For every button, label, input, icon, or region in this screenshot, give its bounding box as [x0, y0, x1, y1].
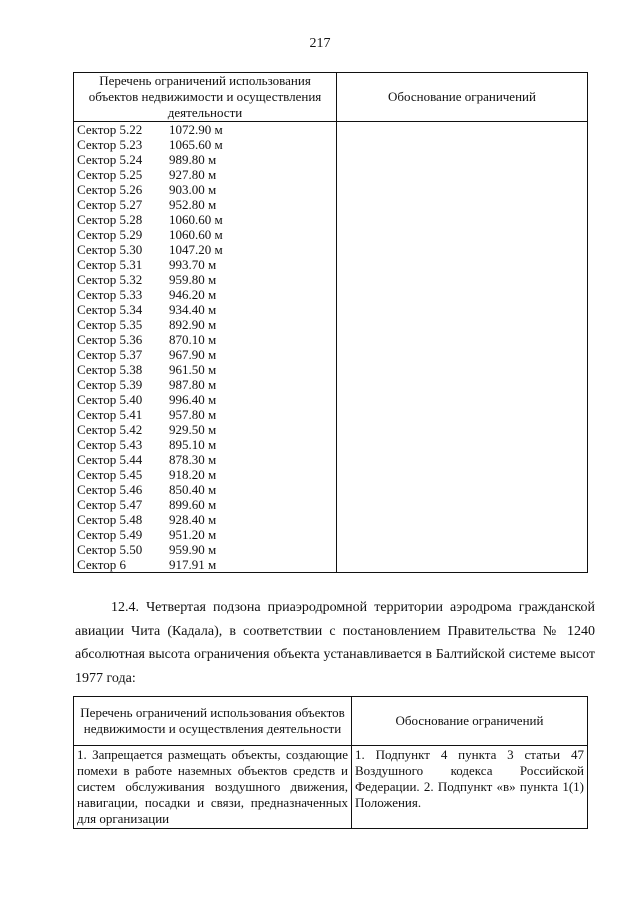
sector-name: Сектор 5.47 — [77, 497, 143, 512]
sector-name: Сектор 5.26 — [77, 182, 143, 197]
sector-name: Сектор 5.28 — [77, 212, 143, 227]
justification-cell — [337, 122, 588, 573]
sector-row — [77, 227, 333, 242]
sector-row — [77, 392, 333, 407]
sector-row — [77, 347, 333, 362]
sector-name: Сектор 5.23 — [77, 137, 143, 152]
sector-row — [77, 482, 333, 497]
sector-name: Сектор 6 — [77, 557, 127, 572]
sector-name: Сектор 5.45 — [77, 467, 143, 482]
sector-height-value: 989.80 м — [169, 152, 217, 167]
justification-text-cell: 1. Подпункт 4 пункта 3 статьи 47 Воздушного кодекса Российской Федерации. 2. Подпункт «в» пункта 1(1) Положения. — [352, 746, 588, 829]
sector-row — [77, 407, 333, 422]
sector-row — [77, 362, 333, 377]
sector-row — [77, 152, 333, 167]
sector-row — [77, 302, 333, 317]
sector-height-value: 987.80 м — [169, 377, 217, 392]
sector-height-value: 895.10 м — [169, 437, 217, 452]
sector-row — [77, 257, 333, 272]
sector-row — [77, 557, 333, 572]
sector-name: Сектор 5.40 — [77, 392, 143, 407]
sector-name: Сектор 5.24 — [77, 152, 143, 167]
sector-height-value: 1047.20 м — [169, 242, 223, 257]
sector-height-value: 957.80 м — [169, 407, 217, 422]
sector-height-value: 934.40 м — [169, 302, 217, 317]
header-restrictions-list: Перечень ограничений использования объектов недвижимости и осуществления деятельности — [74, 73, 337, 122]
sector-name: Сектор 5.35 — [77, 317, 143, 332]
sector-height-value: 967.90 м — [169, 347, 217, 362]
sector-row — [77, 527, 333, 542]
sector-name: Сектор 5.46 — [77, 482, 143, 497]
header-justification: Обоснование ограничений — [352, 697, 588, 746]
sector-height-value: 993.70 м — [169, 257, 217, 272]
sector-name: Сектор 5.22 — [77, 122, 143, 137]
sector-height-value: 903.00 м — [169, 182, 217, 197]
sector-height-value: 928.40 м — [169, 512, 217, 527]
sector-height-value: 918.20 м — [169, 467, 217, 482]
sector-row — [77, 212, 333, 227]
sector-name: Сектор 5.27 — [77, 197, 143, 212]
sector-name: Сектор 5.39 — [77, 377, 143, 392]
sector-name: Сектор 5.48 — [77, 512, 143, 527]
sector-name: Сектор 5.38 — [77, 362, 143, 377]
table-body-row — [74, 122, 588, 573]
table-body-row — [74, 746, 588, 829]
sector-row — [77, 272, 333, 287]
sector-name: Сектор 5.50 — [77, 542, 143, 557]
sector-name: Сектор 5.33 — [77, 287, 143, 302]
sector-height-value: 892.90 м — [169, 317, 217, 332]
sector-height-value: 850.40 м — [169, 482, 217, 497]
sector-row — [77, 197, 333, 212]
sector-name: Сектор 5.49 — [77, 527, 143, 542]
sector-height-value: 899.60 м — [169, 497, 217, 512]
sector-height-value: 917.91 м — [169, 557, 217, 572]
sector-name: Сектор 5.34 — [77, 302, 143, 317]
sector-row — [77, 377, 333, 392]
sector-name: Сектор 5.30 — [77, 242, 143, 257]
sector-row — [77, 182, 333, 197]
sector-row — [77, 512, 333, 527]
sector-name: Сектор 5.36 — [77, 332, 143, 347]
header-restrictions-list: Перечень ограничений использования объектов недвижимости и осуществления деятельности — [74, 697, 352, 746]
sector-height-value: 1072.90 м — [169, 122, 223, 137]
sector-height-value: 961.50 м — [169, 362, 217, 377]
sector-row — [77, 242, 333, 257]
sector-height-value: 870.10 м — [169, 332, 217, 347]
sector-name: Сектор 5.29 — [77, 227, 143, 242]
restrictions-table-1 — [73, 72, 588, 573]
sector-name: Сектор 5.42 — [77, 422, 143, 437]
sector-height-value: 959.90 м — [169, 542, 217, 557]
sector-row — [77, 467, 333, 482]
sector-row — [77, 542, 333, 557]
sector-row — [77, 122, 333, 137]
sector-height-value: 1060.60 м — [169, 227, 223, 242]
sector-list-cell — [74, 122, 337, 573]
restriction-text-cell: 1. Запрещается размещать объекты, создающие помехи в работе наземных объектов средств и систем обслуживания воздушного движения, навигации, посадки и связи, предназначенных для организации — [74, 746, 352, 829]
sector-row — [77, 167, 333, 182]
table-header-row — [74, 697, 588, 746]
sector-height-value: 946.20 м — [169, 287, 217, 302]
sector-row — [77, 452, 333, 467]
sector-height-value: 1060.60 м — [169, 212, 223, 227]
sector-name: Сектор 5.31 — [77, 257, 143, 272]
table-header-row — [74, 73, 588, 122]
header-justification: Обоснование ограничений — [337, 73, 588, 122]
sector-row — [77, 422, 333, 437]
sector-row — [77, 137, 333, 152]
sector-height-value: 952.80 м — [169, 197, 217, 212]
sector-name: Сектор 5.41 — [77, 407, 143, 422]
sector-row — [77, 287, 333, 302]
restrictions-table-2 — [73, 696, 588, 829]
sector-row — [77, 332, 333, 347]
sector-row — [77, 437, 333, 452]
sector-height-value: 951.20 м — [169, 527, 217, 542]
sector-height-value: 1065.60 м — [169, 137, 223, 152]
sector-name: Сектор 5.25 — [77, 167, 143, 182]
sector-name: Сектор 5.37 — [77, 347, 143, 362]
sector-name: Сектор 5.32 — [77, 272, 143, 287]
subzone-paragraph: 12.4. Четвертая подзона приаэродромной территории аэродрома гражданской авиации Чита (Кадала), в соответствии с постановлением Правительства № 1240 абсолютная высота ограничения объекта устанавливается в Балтийской системе высот 1977 года: — [75, 600, 595, 686]
sector-height-value: 996.40 м — [169, 392, 217, 407]
sector-height-value: 929.50 м — [169, 422, 217, 437]
sector-height-value: 959.80 м — [169, 272, 217, 287]
sector-height-value: 878.30 м — [169, 452, 217, 467]
sector-height-value: 927.80 м — [169, 167, 217, 182]
sector-list — [77, 122, 333, 572]
sector-row — [77, 497, 333, 512]
sector-row — [77, 317, 333, 332]
sector-name: Сектор 5.44 — [77, 452, 143, 467]
sector-name: Сектор 5.43 — [77, 437, 143, 452]
page-number: 217 — [309, 36, 331, 51]
